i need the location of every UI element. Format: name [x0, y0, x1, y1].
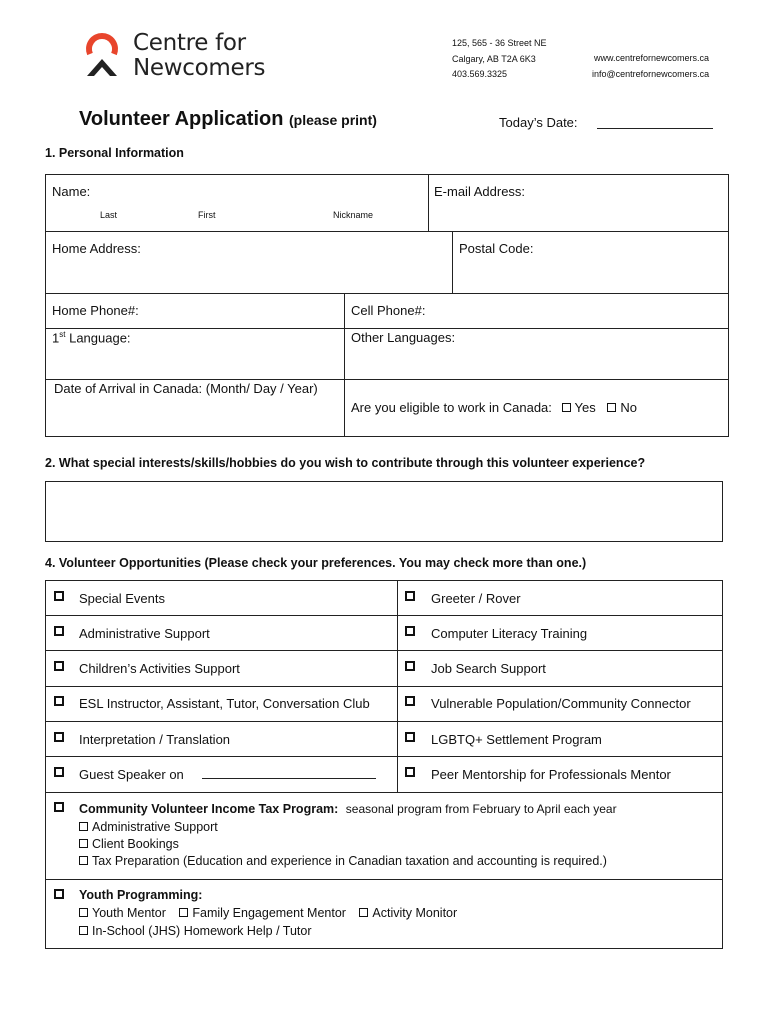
youth-programming-title: Youth Programming: — [79, 888, 203, 902]
name-field[interactable]: Name: — [52, 184, 91, 199]
esl-checkbox[interactable] — [54, 696, 64, 706]
tax-program-title: Community Volunteer Income Tax Program: — [79, 802, 339, 816]
youth-sub-activity[interactable]: Activity Monitor — [359, 906, 457, 920]
org-name-line1: Centre for — [133, 30, 246, 56]
opt-esl: ESL Instructor, Assistant, Tutor, Conversation Club — [79, 696, 370, 711]
org-email: info@centrefornewcomers.ca — [592, 68, 710, 79]
last-name-hint: Last — [100, 210, 118, 220]
lgbtq-checkbox[interactable] — [405, 732, 415, 742]
postal-code-field[interactable]: Postal Code: — [459, 241, 534, 256]
youth-sub-homework[interactable]: In-School (JHS) Homework Help / Tutor — [79, 924, 312, 938]
home-address-field[interactable]: Home Address: — [52, 241, 141, 256]
tax-program-checkbox[interactable] — [54, 802, 64, 812]
form-title-text: Volunteer Application — [79, 108, 284, 130]
guest-speaker-checkbox[interactable] — [54, 767, 64, 777]
tax-sub-bookings[interactable]: Client Bookings — [79, 837, 179, 851]
guest-speaker-topic-line[interactable] — [202, 778, 376, 779]
section2-heading: 2. What special interests/skills/hobbies do you wish to contribute through this volunteer experience? — [45, 456, 646, 470]
no-checkbox[interactable] — [607, 403, 616, 412]
org-name — [133, 31, 265, 81]
opt-lgbtq: LGBTQ+ Settlement Program — [431, 732, 602, 747]
org-phone: 403.569.3325 — [452, 69, 508, 79]
opt-peer-mentorship: Peer Mentorship for Professionals Mentor — [431, 767, 671, 782]
todays-date-label: Today’s Date: — [499, 115, 578, 130]
opt-childrens-activities: Children’s Activities Support — [79, 661, 240, 676]
other-languages-field[interactable]: Other Languages: — [351, 330, 456, 345]
org-address — [452, 36, 547, 83]
opt-vulnerable-population: Vulnerable Population/Community Connector — [431, 696, 691, 711]
form-title — [79, 108, 377, 131]
tax-program-heading — [79, 802, 617, 816]
form-title-note: (please print) — [289, 112, 377, 128]
computer-literacy-checkbox[interactable] — [405, 626, 415, 636]
tax-sub-admin[interactable]: Administrative Support — [79, 820, 218, 834]
logo — [82, 30, 124, 78]
section1-heading: 1. Personal Information — [45, 146, 184, 160]
peer-mentorship-checkbox[interactable] — [405, 767, 415, 777]
opt-job-search: Job Search Support — [431, 661, 546, 676]
opt-computer-literacy: Computer Literacy Training — [431, 626, 588, 641]
interpretation-checkbox[interactable] — [54, 732, 64, 742]
opt-special-events: Special Events — [79, 591, 165, 606]
opt-guest-speaker: Guest Speaker on — [79, 767, 184, 782]
tax-program-note: seasonal program from February to April each year — [345, 802, 617, 816]
youth-sub-family[interactable]: Family Engagement Mentor — [179, 906, 346, 920]
logo-mark-icon — [82, 30, 124, 78]
opt-admin-support: Administrative Support — [79, 626, 210, 641]
childrens-activities-checkbox[interactable] — [54, 661, 64, 671]
section4-heading: 4. Volunteer Opportunities (Please check your preferences. You may check more than one.) — [45, 556, 587, 570]
eligible-no-option[interactable]: No — [607, 400, 637, 415]
org-name-line2: Newcomers — [133, 55, 266, 81]
address-line1: 125, 565 - 36 Street NE — [452, 38, 547, 48]
org-website: www.centrefornewcomers.ca — [594, 53, 710, 63]
home-phone-field[interactable]: Home Phone#: — [52, 303, 139, 318]
eligible-label: Are you eligible to work in Canada: — [351, 400, 552, 415]
opt-greeter: Greeter / Rover — [431, 591, 521, 606]
todays-date-line[interactable] — [597, 128, 713, 129]
greeter-checkbox[interactable] — [405, 591, 415, 601]
admin-support-checkbox[interactable] — [54, 626, 64, 636]
org-contact — [592, 51, 709, 82]
tax-sub-preparation[interactable]: Tax Preparation (Education and experience in Canadian taxation and accounting is required.) — [79, 854, 607, 868]
youth-sub-row1 — [79, 906, 457, 920]
nickname-hint: Nickname — [333, 210, 374, 220]
email-field[interactable]: E-mail Address: — [434, 184, 526, 199]
eligible-to-work — [351, 400, 637, 415]
first-name-hint: First — [198, 210, 216, 220]
opt-interpretation: Interpretation / Translation — [79, 732, 231, 747]
cell-phone-field[interactable]: Cell Phone#: — [351, 303, 426, 318]
address-line2: Calgary, AB T2A 6K3 — [452, 53, 536, 64]
special-events-checkbox[interactable] — [54, 591, 64, 601]
youth-sub-mentor[interactable]: Youth Mentor — [79, 906, 166, 920]
vulnerable-population-checkbox[interactable] — [405, 696, 415, 706]
interests-textbox[interactable] — [45, 481, 723, 542]
yes-checkbox[interactable] — [562, 403, 571, 412]
job-search-checkbox[interactable] — [405, 661, 415, 671]
eligible-yes-option[interactable]: Yes — [562, 400, 596, 415]
first-language-field[interactable]: 1st Language: — [52, 330, 131, 346]
youth-programming-checkbox[interactable] — [54, 889, 64, 899]
arrival-date-field[interactable]: Date of Arrival in Canada: (Month/ Day / Year) — [54, 381, 318, 396]
